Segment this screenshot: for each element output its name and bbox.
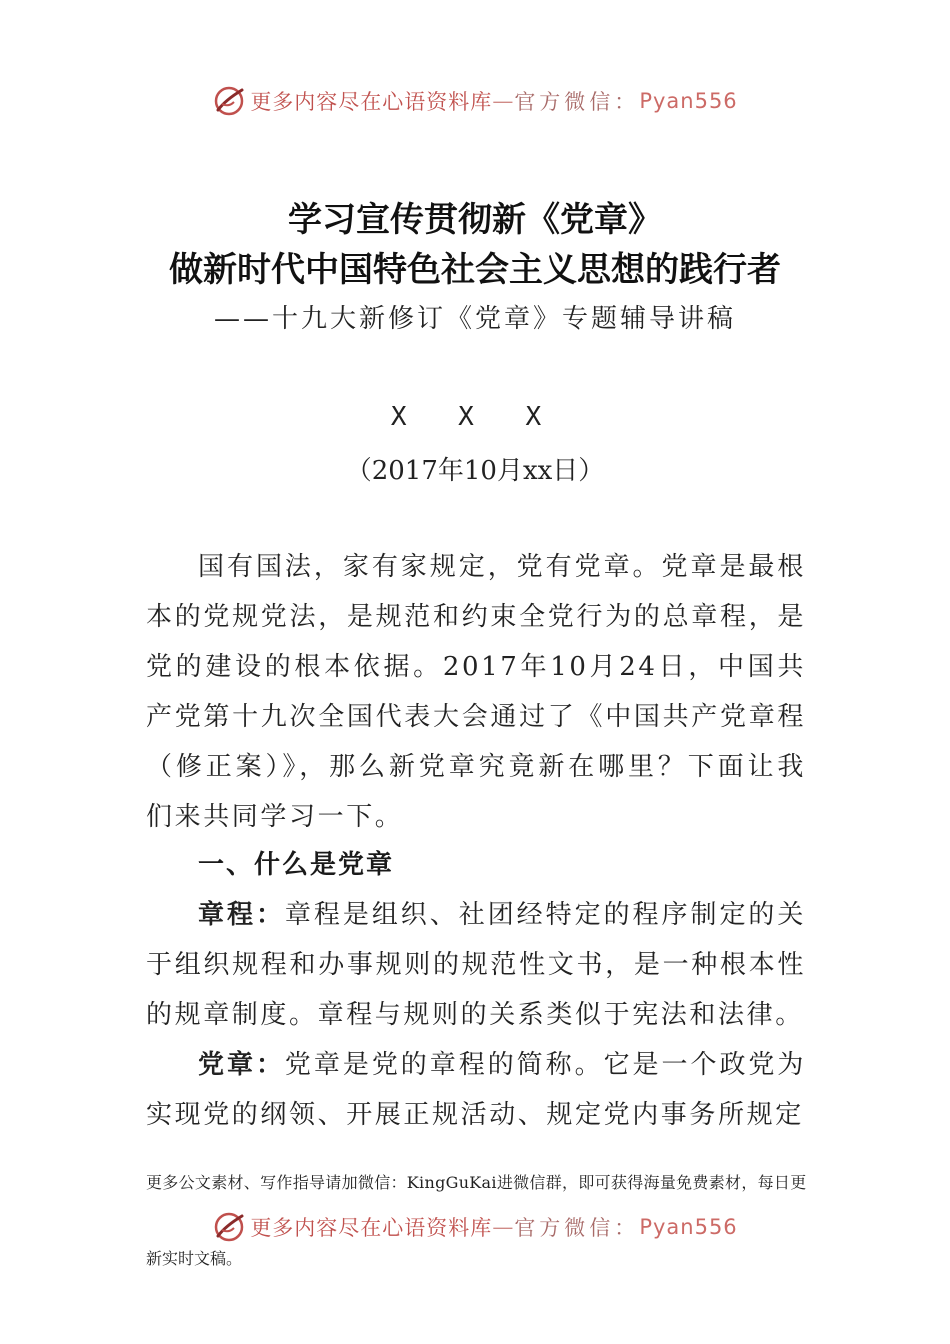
banner-dash: — xyxy=(492,89,515,113)
title-line-2: 做新时代中国特色社会主义思想的践行者 xyxy=(169,250,781,290)
brush-logo-icon xyxy=(212,1210,246,1244)
document-date: （2017年10月xx日） xyxy=(345,456,605,486)
party-term: 党章： xyxy=(198,1050,285,1080)
banner-official-label: 官方微信： xyxy=(514,1216,640,1240)
charter-text: 章程是组织、社团经特定的程序制定的关于组织规程和办事规则的规范性文书，是一种根本性的规章制度。章程与规则的关系类似于宪法和法律。 xyxy=(146,900,806,1030)
party-charter-paragraph xyxy=(146,1040,806,1140)
brush-logo-icon xyxy=(212,84,246,118)
intro-paragraph xyxy=(146,542,806,842)
banner-official-label: 官方微信： xyxy=(514,90,640,114)
banner-wechat-id: Pyan556 xyxy=(639,89,738,113)
watermark-banner-top xyxy=(0,84,950,118)
title-line-1: 学习宣传贯彻新《党章》 xyxy=(288,200,662,240)
banner-wechat-id: Pyan556 xyxy=(639,1215,738,1239)
section-heading-1: 一、什么是党章 xyxy=(198,850,395,880)
author-name: X X X xyxy=(390,402,560,432)
party-text: 党章是党的章程的简称。它是一个政党为实现党的纲领、开展正规活动、规定党内事务所规定 xyxy=(146,1050,806,1130)
footer-note-line-1: 更多公文素材、写作指导请加微信：KingGuKai进微信群，即可获得海量免费素材，每日更 xyxy=(146,1173,807,1192)
footer-note-line-2: 新实时文稿。 xyxy=(146,1249,243,1268)
charter-paragraph xyxy=(146,890,806,1040)
subtitle: ——十九大新修订《党章》专题辅导讲稿 xyxy=(213,304,736,334)
banner-dash: — xyxy=(492,1215,515,1239)
charter-term: 章程： xyxy=(198,900,285,930)
intro-text: 国有国法，家有家规定，党有党章。党章是最根本的党规党法，是规范和约束全党行为的总章程，是党的建设的根本依据。2017年10月24日，中国共产党第十九次全国代表大会通过了《中国共产党章程（修正案）》，那么新党章究竟新在哪里？下面让我们来共同学习一下。 xyxy=(146,552,806,832)
banner-brand-text: 更多内容尽在心语资料库 xyxy=(250,90,493,114)
banner-brand-text: 更多内容尽在心语资料库 xyxy=(250,1216,493,1240)
watermark-banner-bottom xyxy=(0,1210,950,1244)
